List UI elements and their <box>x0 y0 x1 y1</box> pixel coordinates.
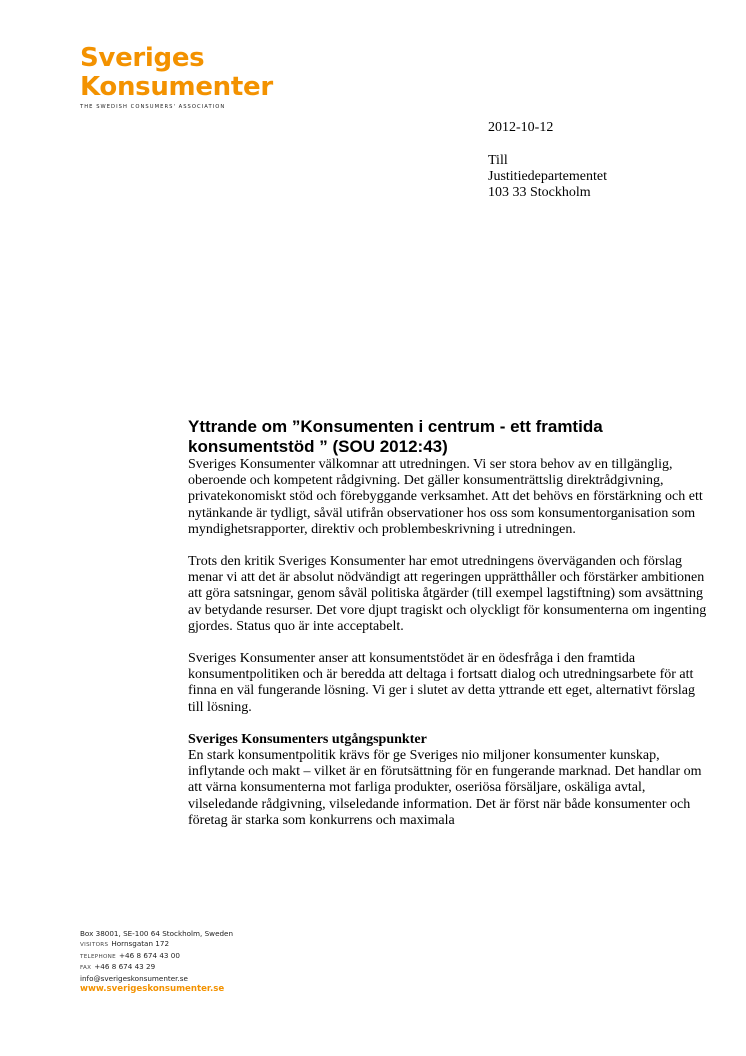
section-paragraph: En stark konsumentpolitik krävs för ge Sveriges nio miljoner konsumenter kunskap, inflytande och makt – vilket är en förutsättning för en fungerande marknad. Det handlar om att värna konsumenterna mot farliga produkter, oseriösa försäljare, oskäliga avtal, vilseledande rådgivning, vilseledande information. Det är först när både konsumenter och företag är starka som konkurrens och maximala <box>188 748 702 828</box>
document-title <box>188 417 708 457</box>
logo-word-sveriges: Sveriges <box>80 43 205 73</box>
logo-word-konsumenter: Konsumenter <box>80 72 273 102</box>
telephone-value: +46 8 674 43 00 <box>119 950 180 960</box>
footer-visitors <box>80 939 233 950</box>
telephone-label: TELEPHONE <box>80 953 117 960</box>
logo-tagline: THE SWEDISH CONSUMERS' ASSOCIATION <box>80 104 226 110</box>
document-body <box>188 417 708 845</box>
footer-address: Box 38001, SE-100 64 Stockholm, Sweden <box>80 929 234 938</box>
letter-footer <box>80 929 233 994</box>
fax-label: FAX <box>80 965 92 972</box>
footer-website-link[interactable]: www.sverigeskonsumenter.se <box>80 984 225 995</box>
section-heading: Sveriges Konsumenters utgångspunkter <box>188 731 427 747</box>
title-line-2: konsumentstöd ” (SOU 2012:43) <box>188 437 448 456</box>
recipient-line-department: Justitiedepartementet <box>488 169 607 184</box>
recipient-address <box>488 153 607 201</box>
footer-telephone <box>80 951 233 962</box>
fax-value: +46 8 674 43 29 <box>94 962 156 972</box>
title-line-1: Yttrande om ”Konsumenten i centrum - ett framtida <box>188 417 603 436</box>
footer-fax <box>80 962 233 973</box>
footer-email[interactable]: info@sverigeskonsumenter.se <box>80 973 188 983</box>
paragraph-intro: Sveriges Konsumenter välkomnar att utredningen. Vi ser stora behov av en tillgänglig, oberoende och kompetent rådgivning. Det gäller konsumenträttslig direktrådgivning, privatekonomiskt stöd och förebyggande verksamhet. Att det behövs en förstärkning och ett nytänkande är tydligt, såväl utifrån observationer hos oss som konsumentorganisation som myndighetsrapporter, direktiv och problembeskrivning i utredningen. <box>188 457 703 537</box>
paragraph-dialog: Sveriges Konsumenter anser att konsumentstödet är en ödesfråga i den framtida konsumentpolitiken och är beredda att deltaga i fortsatt dialog och utredningsarbete för att finna en väl fungerande lösning. Vi ger i slutet av detta yttrande ett eget, alternativt förslag till lösning. <box>188 651 696 715</box>
brand-logo <box>80 44 273 110</box>
visitors-value: Hornsgatan 172 <box>111 939 170 949</box>
recipient-line-to: Till <box>488 153 508 168</box>
recipient-line-postal: 103 33 Stockholm <box>488 185 591 200</box>
letter-date: 2012-10-12 <box>488 120 554 135</box>
paragraph-criticism: Trots den kritik Sveriges Konsumenter har emot utredningens överväganden och förslag menar vi att det är absolut nödvändigt att regeringen upprätthåller och förstärker ambitionen att göra satsningar, genom såväl politiska åtgärder (till exempel lagstiftning) som avsättning av betydande resurser. Det vore djupt tragiskt och olyckligt för konsumenterna om ingenting gjordes. Status quo är inte acceptabelt. <box>188 554 707 634</box>
visitors-label: VISITORS <box>80 942 109 949</box>
